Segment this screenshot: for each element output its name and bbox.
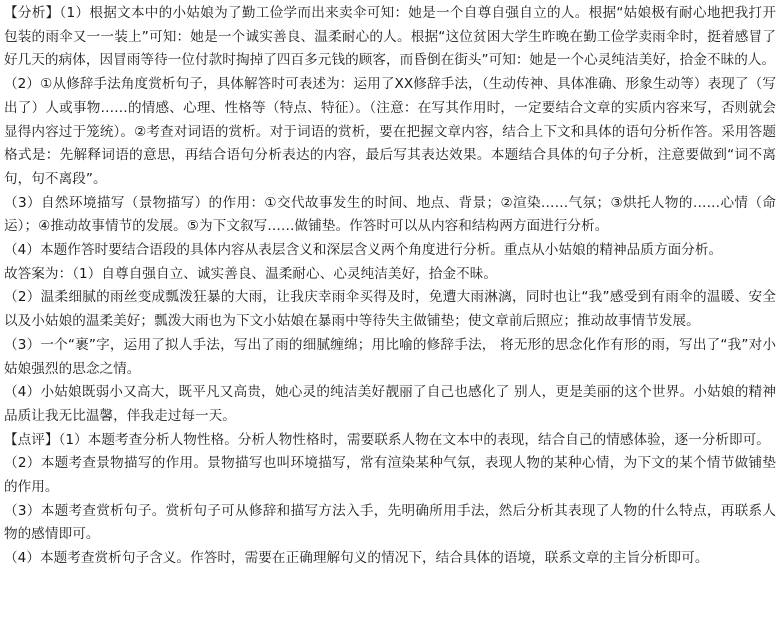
analysis-paragraph-1: 【分析】（1）根据文本中的小姑娘为了勤工俭学而出来卖伞可知：她是一个自尊自强自立的人。根据“姑娘极有耐心地把我打开包装的雨伞又一一装上”可知：她是一个诚实善良、温柔耐心的人。根据“这位贫困大学生昨晚在勤工俭学卖雨伞时，挺着感冒了好几天的病体，因冒雨等待一位付款时掏掉了四百多元钱的顾客，而昏倒在街头”可知：她是一个心灵纯洁美好，拾金不昧的人。 [4, 5, 776, 69]
comment-paragraph-2: （2）本题考查景物描写的作用。景物描写也叫环境描写，常有渲染某种气氛，表现人物的某种心情，为下文的某个情节做铺垫的作用。 [4, 455, 776, 496]
comment-paragraph-3: （3）本题考查赏析句子。赏析句子可从修辞和描写方法入手，先明确所用手法，然后分析其表现了人物的什么特点，再联系人物的感情即可。 [4, 502, 776, 543]
answer-paragraph-1: 故答案为：（1）自尊自强自立、诚实善良、温柔耐心、心灵纯洁美好，拾金不昧。 [4, 265, 498, 282]
answer-paragraph-2: （2）温柔细腻的雨丝变成瓢泼狂暴的大雨，让我庆幸雨伞买得及时，免遭大雨淋漓，同时也让“我”感受到有雨伞的温暖、安全以及小姑娘的温柔美好；瓢泼大雨也为下文小姑娘在暴雨中等待失主做铺垫；使文章前后照应；推动故事情节发展。 [4, 289, 776, 330]
answer-paragraph-3: （3）一个“裹”字，运用了拟人手法，写出了雨的细腻缠绵；用比喻的修辞手法， 将无形的思念化作有形的雨，写出了“我”对小姑娘强烈的思念之情。 [4, 336, 776, 377]
comment-paragraph-1: 【点评】（1）本题考查分析人物性格。分析人物性格时，需要联系人物在文本中的表现，结合自己的情感体验，逐一分析即可。 [4, 431, 770, 448]
analysis-paragraph-2: （2）①从修辞手法角度赏析句子，具体解答时可表述为：运用了XX修辞手法，（生动传神、具体准确、形象生动等）表现了（写出了）人或事物……的情感、心理、性格等（特点、特征）。（注意：在写其作用时，一定要结合文章的实质内容来写，否则就会显得内容过于笼统）。②考查对词语的赏析。对于词语的赏析，要在把握文章内容，结合上下文和具体的语句分析作答。采用答题格式是：先解释词语的意思，再结合语句分析表达的内容，最后写其表达效果。本题结合具体的句子分析，注意要做到“词不离句，句不离段”。 [4, 76, 776, 187]
answer-paragraph-4: （4）小姑娘既弱小又高大，既平凡又高贵，她心灵的纯洁美好靓丽了自己也感化了 别人，更是美丽的这个世界。小姑娘的精神品质让我无比温馨，伴我走过每一天。 [4, 384, 776, 424]
analysis-paragraph-3: （3）自然环境描写（景物描写）的作用：①交代故事发生的时间、地点、背景；②渲染……气氛；③烘托人物的……心情（命运）；④推动故事情节的发展。⑤为下文叙写……做铺垫。作答时可以从内容和结构两方面进行分析。 [4, 194, 776, 235]
comment-paragraph-4: （4）本题考查赏析句子含义。作答时，需要在正确理解句义的情况下，结合具体的语境，联系文章的主旨分析即可。 [4, 550, 709, 567]
analysis-paragraph-4: （4）本题作答时要结合语段的具体内容从表层含义和深层含义两个角度进行分析。重点从小姑娘的精神品质方面分析。 [4, 242, 723, 259]
